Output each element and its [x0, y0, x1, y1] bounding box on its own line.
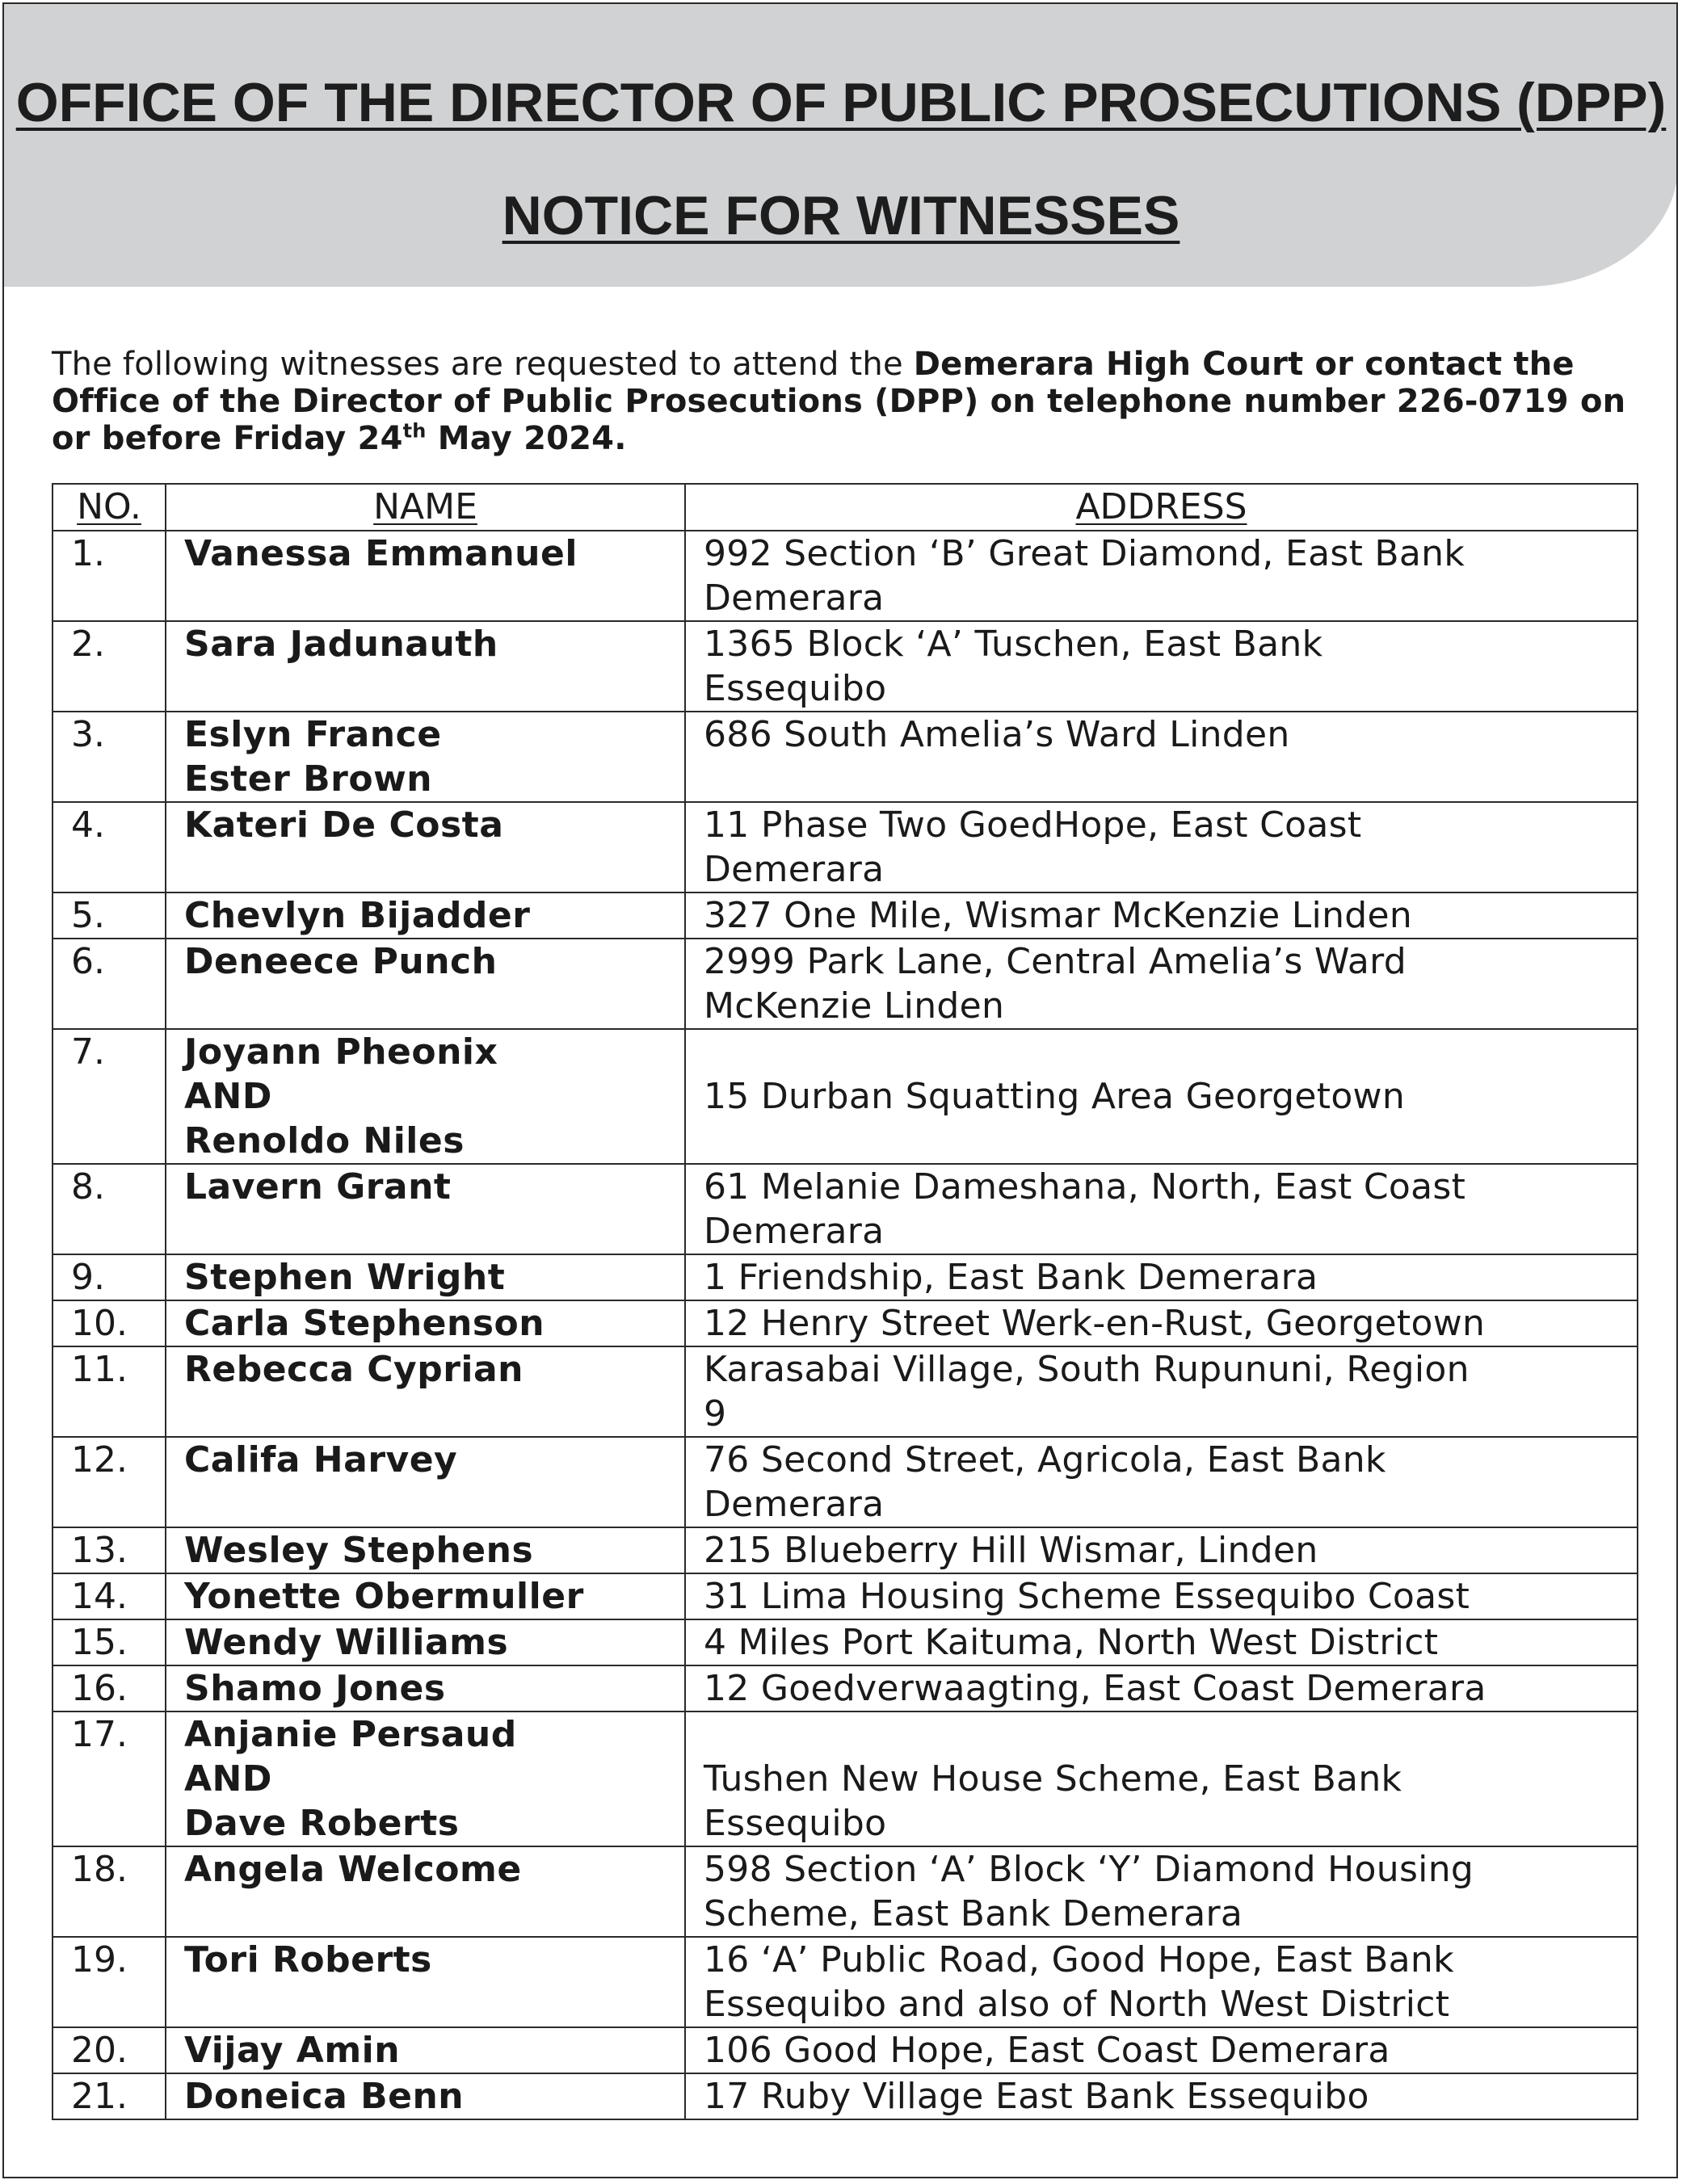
table-row: [53, 939, 1638, 1029]
witness-address: [685, 1846, 1638, 1937]
table-row: [53, 1619, 1638, 1665]
witness-address-line: Essequibo and also of North West District: [704, 1984, 1450, 2025]
row-number: 20.: [53, 2027, 166, 2073]
row-number: 19.: [53, 1937, 166, 2027]
witness-address-line: 2999 Park Lane, Central Amelia’s Ward: [704, 941, 1407, 982]
witness-address: [685, 939, 1638, 1029]
witness-name-line: Ester Brown: [184, 758, 433, 800]
table-row: [53, 531, 1638, 621]
table-row: [53, 1665, 1638, 1712]
table-header-row: [53, 484, 1638, 531]
table-row: [53, 892, 1638, 939]
witness-address-line: Karasabai Village, South Rupununi, Region: [704, 1349, 1470, 1390]
witness-name: [166, 1254, 685, 1300]
row-number: 11.: [53, 1346, 166, 1437]
witness-address-line: McKenzie Linden: [704, 985, 1005, 1027]
witness-address: [685, 1527, 1638, 1573]
row-number: 3.: [53, 712, 166, 802]
witness-address-line: Essequibo: [704, 1803, 887, 1844]
witness-address-line: 76 Second Street, Agricola, East Bank: [704, 1439, 1386, 1480]
page-title: OFFICE OF THE DIRECTOR OF PUBLIC PROSECUTIONS (DPP): [15, 72, 1667, 133]
table-row: [53, 1029, 1638, 1164]
witness-name-line: Wendy Williams: [184, 1622, 509, 1663]
table-row: [53, 712, 1638, 802]
row-number: 1.: [53, 531, 166, 621]
witness-address: [685, 1300, 1638, 1346]
witness-name-line: Tori Roberts: [184, 1939, 432, 1980]
intro-bold-text-end: May 2024.: [426, 420, 627, 457]
witness-name-line: Dave Roberts: [184, 1803, 460, 1844]
intro-date-suffix: th: [402, 419, 427, 443]
witness-address-line: Essequibo: [704, 668, 887, 709]
witness-name: [166, 1573, 685, 1619]
intro-text: The following witnesses are requested to attend the: [52, 346, 914, 383]
witness-address: [685, 1937, 1638, 2027]
header-name: NAME: [166, 484, 685, 531]
witness-address-line: 31 Lima Housing Scheme Essequibo Coast: [704, 1576, 1470, 1617]
witness-name: [166, 1619, 685, 1665]
table-row: [53, 1437, 1638, 1527]
witness-name-line: Yonette Obermuller: [184, 1576, 584, 1617]
row-number: 18.: [53, 1846, 166, 1937]
witness-address-line: 12 Goedverwaagting, East Coast Demerara: [704, 1668, 1486, 1709]
witness-name-line: Anjanie Persaud: [184, 1714, 517, 1755]
witness-rows: [53, 531, 1638, 2119]
table-row: [53, 2027, 1638, 2073]
witness-address: [685, 892, 1638, 939]
witness-name: [166, 1665, 685, 1712]
witness-name: [166, 802, 685, 892]
witness-name-line: Chevlyn Bijadder: [184, 895, 531, 936]
witness-address-line: 215 Blueberry Hill Wismar, Linden: [704, 1530, 1318, 1571]
witness-address: [685, 712, 1638, 802]
page-subtitle: NOTICE FOR WITNESSES: [502, 185, 1180, 246]
witness-address-line: 12 Henry Street Werk-en-Rust, Georgetown: [704, 1303, 1486, 1344]
witness-address: [685, 1619, 1638, 1665]
witness-address: [685, 802, 1638, 892]
witness-name: [166, 1300, 685, 1346]
witness-address-line: 11 Phase Two GoedHope, East Coast: [704, 804, 1362, 846]
witness-name-line: Wesley Stephens: [184, 1530, 534, 1571]
witness-name-line: Doneica Benn: [184, 2076, 465, 2117]
witness-name-line: Renoldo Niles: [184, 1120, 465, 1161]
witness-name: [166, 892, 685, 939]
table-row: [53, 2073, 1638, 2119]
witness-address: [685, 1029, 1638, 1164]
witness-address-line: 1365 Block ‘A’ Tuschen, East Bank: [704, 624, 1323, 665]
witness-name: [166, 1846, 685, 1937]
witness-name: [166, 712, 685, 802]
witness-name-line: Vijay Amin: [184, 2030, 401, 2071]
row-number: 15.: [53, 1619, 166, 1665]
witness-address-line: 1 Friendship, East Bank Demerara: [704, 1257, 1318, 1298]
witness-address-line: 992 Section ‘B’ Great Diamond, East Bank: [704, 533, 1465, 574]
table-row: [53, 1527, 1638, 1573]
table-row: [53, 1712, 1638, 1846]
witness-address-line: 106 Good Hope, East Coast Demerara: [704, 2030, 1390, 2071]
witness-address: [685, 1665, 1638, 1712]
witness-name-line: Califa Harvey: [184, 1439, 458, 1480]
witness-address: [685, 1712, 1638, 1846]
witness-table: [52, 483, 1638, 2120]
row-number: 4.: [53, 802, 166, 892]
witness-name-line: Rebecca Cyprian: [184, 1349, 524, 1390]
witness-name: [166, 1437, 685, 1527]
table-row: [53, 1300, 1638, 1346]
table-row: [53, 621, 1638, 712]
witness-address: [685, 1573, 1638, 1619]
header-address: ADDRESS: [685, 484, 1638, 531]
witness-address-line: 61 Melanie Dameshana, North, East Coast: [704, 1166, 1466, 1208]
table-row: [53, 1254, 1638, 1300]
witness-name-line: Vanessa Emmanuel: [184, 533, 578, 574]
witness-address-line: Demerara: [704, 1211, 885, 1252]
witness-address-line: 4 Miles Port Kaituma, North West District: [704, 1622, 1439, 1663]
witness-name-line: Joyann Pheonix: [184, 1031, 498, 1073]
table-row: [53, 1937, 1638, 2027]
table-row: [53, 1846, 1638, 1937]
witness-name-line: Kateri De Costa: [184, 804, 504, 846]
row-number: 12.: [53, 1437, 166, 1527]
table-row: [53, 1573, 1638, 1619]
witness-address-line: 598 Section ‘A’ Block ‘Y’ Diamond Housing: [704, 1849, 1474, 1890]
witness-name: [166, 621, 685, 712]
row-number: 14.: [53, 1573, 166, 1619]
row-number: 8.: [53, 1164, 166, 1254]
row-number: 10.: [53, 1300, 166, 1346]
witness-address-line: 16 ‘A’ Public Road, Good Hope, East Bank: [704, 1939, 1454, 1980]
witness-address: [685, 621, 1638, 712]
witness-address: [685, 1254, 1638, 1300]
witness-name-line: Angela Welcome: [184, 1849, 522, 1890]
witness-name: [166, 1937, 685, 2027]
witness-name: [166, 531, 685, 621]
witness-address: [685, 1164, 1638, 1254]
witness-name-line: AND: [184, 1076, 272, 1117]
row-number: 17.: [53, 1712, 166, 1846]
witness-address: [685, 1437, 1638, 1527]
witness-name: [166, 2027, 685, 2073]
witness-address-line: Demerara: [704, 1484, 885, 1525]
witness-name-line: Carla Stephenson: [184, 1303, 545, 1344]
intro-bold-text: Demerara High Court or contact the Office of the Director of Public Prosecutions (DPP) on telephone number 226-0719 on or before Friday 24: [52, 346, 1626, 457]
witness-address-line: Demerara: [704, 849, 885, 890]
witness-name-line: Sara Jadunauth: [184, 624, 498, 665]
witness-name-line: Deneece Punch: [184, 941, 498, 982]
witness-address-line: 327 One Mile, Wismar McKenzie Linden: [704, 895, 1413, 936]
table-row: [53, 802, 1638, 892]
witness-address: [685, 2027, 1638, 2073]
witness-name-line: Eslyn France: [184, 714, 442, 755]
witness-name-line: AND: [184, 1758, 272, 1800]
witness-address: [685, 531, 1638, 621]
witness-address-line: Demerara: [704, 578, 885, 619]
witness-address-line: Tushen New House Scheme, East Bank: [704, 1758, 1402, 1800]
witness-name: [166, 2073, 685, 2119]
row-number: 2.: [53, 621, 166, 712]
witness-name-line: Lavern Grant: [184, 1166, 452, 1208]
row-number: 7.: [53, 1029, 166, 1164]
witness-name: [166, 939, 685, 1029]
row-number: 13.: [53, 1527, 166, 1573]
witness-name-line: Stephen Wright: [184, 1257, 506, 1298]
row-number: 9.: [53, 1254, 166, 1300]
witness-name-line: Shamo Jones: [184, 1668, 446, 1709]
witness-name: [166, 1029, 685, 1164]
row-number: 16.: [53, 1665, 166, 1712]
witness-address-line: Scheme, East Bank Demerara: [704, 1893, 1243, 1934]
witness-address: [685, 1346, 1638, 1437]
witness-address: [685, 2073, 1638, 2119]
witness-address-line: 17 Ruby Village East Bank Essequibo: [704, 2076, 1369, 2117]
witness-name: [166, 1346, 685, 1437]
witness-address-line: 9: [704, 1393, 727, 1434]
witness-name: [166, 1164, 685, 1254]
row-number: 6.: [53, 939, 166, 1029]
table-row: [53, 1346, 1638, 1437]
witness-name: [166, 1712, 685, 1846]
intro-paragraph: [52, 346, 1635, 457]
witness-address-line: 686 South Amelia’s Ward Linden: [704, 714, 1290, 755]
header-no: NO.: [53, 484, 166, 531]
table-row: [53, 1164, 1638, 1254]
witness-name: [166, 1527, 685, 1573]
row-number: 5.: [53, 892, 166, 939]
row-number: 21.: [53, 2073, 166, 2119]
witness-address-line: 15 Durban Squatting Area Georgetown: [704, 1076, 1406, 1117]
